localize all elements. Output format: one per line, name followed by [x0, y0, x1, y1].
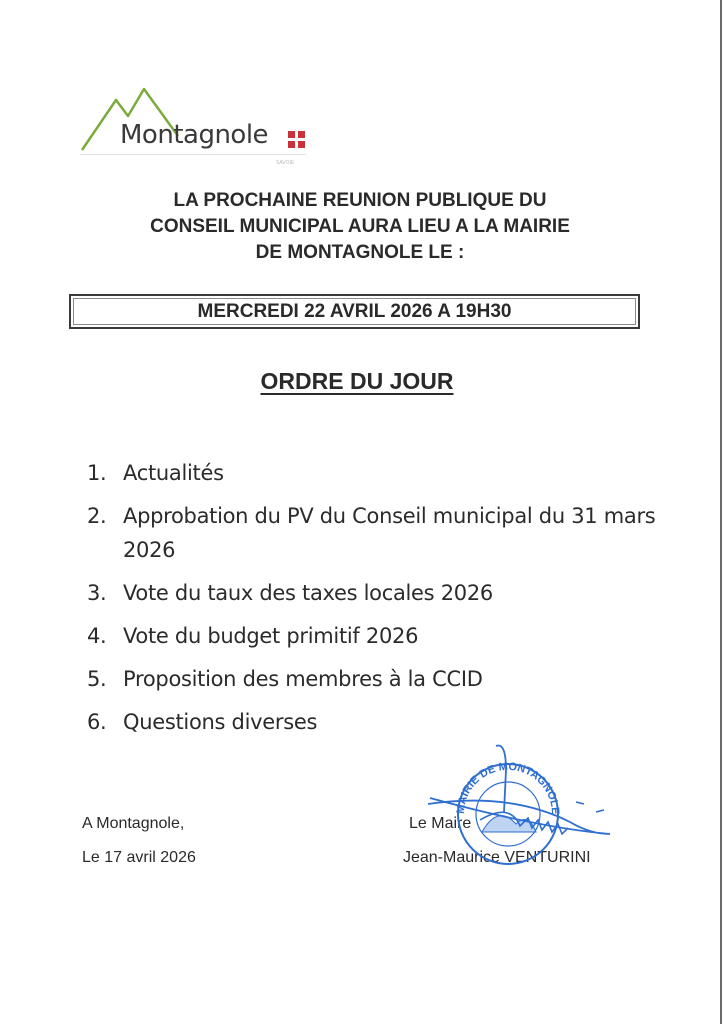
stamp-text: MAIRIE DE MONTAGNOLE [454, 760, 562, 815]
agenda-item: 2. Approbation du PV du Conseil municipal du 31 mars 2026 [87, 504, 656, 562]
logo-subtitle: SAVOIE [276, 160, 295, 166]
meeting-date: MERCREDI 22 AVRIL 2026 A 19H30 [197, 300, 512, 322]
agenda-item: 3. Vote du taux des taxes locales 2026 [87, 581, 493, 605]
announcement-heading [80, 188, 640, 266]
logo-rule [80, 154, 306, 155]
signing-place: A Montagnole, [82, 815, 185, 832]
agenda-item: 1. Actualités [87, 461, 224, 485]
agenda-item: 6. Questions diverses [87, 710, 318, 734]
heading-line: DE MONTAGNOLE LE : [255, 242, 465, 263]
agenda-item: 4. Vote du budget primitif 2026 [87, 624, 419, 648]
svg-text:MAIRIE DE MONTAGNOLE [455, 761, 561, 815]
signing-date: Le 17 avril 2026 [82, 849, 196, 866]
signer-role: Le Maire [409, 815, 472, 832]
agenda-title: ORDRE DU JOUR [260, 368, 454, 394]
logo-name: Montagnole [120, 120, 269, 150]
montagnole-logo [80, 86, 320, 172]
meeting-date-box [69, 294, 640, 329]
heading-line: CONSEIL MUNICIPAL AURA LIEU A LA MAIRIE [150, 216, 570, 237]
agenda-list [87, 456, 677, 748]
heading-line: LA PROCHAINE REUNION PUBLIQUE DU [173, 190, 547, 211]
scan-edge-line [720, 0, 722, 1024]
agenda-item: 5. Proposition des membres à la CCID [87, 667, 483, 691]
signer-name: Jean-Maurice VENTURINI [403, 849, 591, 866]
signature-stroke [496, 746, 506, 813]
savoie-cross-icon [288, 131, 306, 149]
